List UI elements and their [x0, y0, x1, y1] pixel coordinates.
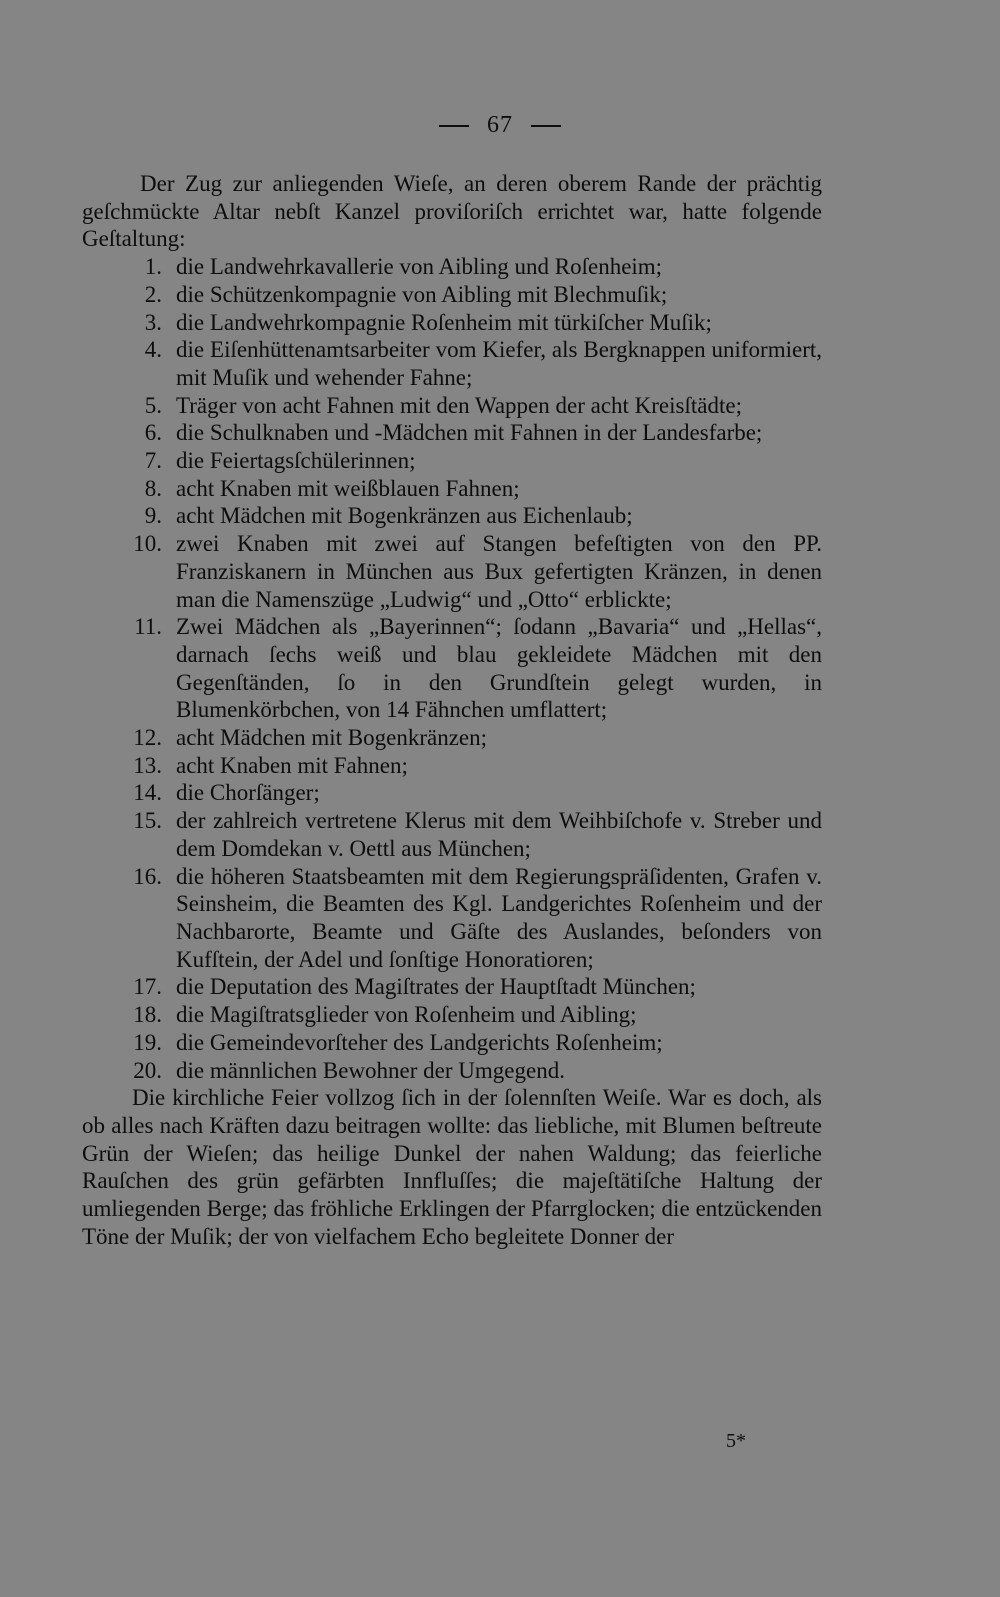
item-number: 8.	[144, 475, 162, 501]
list-item	[82, 1001, 822, 1029]
list-item	[82, 752, 822, 780]
signature-mark: 5*	[726, 1430, 746, 1452]
item-text: die Eiſenhüttenamtsarbeiter vom Kiefer, als Bergknappen uniformiert, mit Muſik und wehender Fahne;	[176, 337, 822, 390]
list-item	[82, 336, 822, 391]
item-number: 1.	[144, 254, 162, 280]
item-number: 12.	[133, 725, 162, 751]
procession-list	[82, 253, 822, 1084]
item-text: die männlichen Bewohner der Umgegend.	[176, 1057, 565, 1083]
item-number: 2.	[144, 281, 162, 307]
item-text: die Chorſänger;	[176, 780, 320, 806]
list-item	[82, 253, 822, 281]
item-number: 13.	[133, 752, 162, 778]
item-text: zwei Knaben mit zwei auf Stangen befeſtigten von den PP. Franziskanern in München aus Bux gefertigten Kränzen, in denen man die Namenszüge „Ludwig“ und „Otto“ erblickte;	[176, 531, 822, 612]
item-number: 4.	[144, 337, 162, 363]
header-dash-left	[439, 125, 469, 127]
list-item	[82, 309, 822, 337]
item-number: 14.	[133, 780, 162, 806]
item-number: 10.	[133, 531, 162, 557]
item-text: die Gemeindevorſteher des Landgerichts Roſenheim;	[176, 1029, 663, 1055]
list-item	[82, 281, 822, 309]
page-number: 67	[487, 112, 513, 138]
item-number: 11.	[134, 614, 162, 640]
list-item	[82, 973, 822, 1001]
list-item	[82, 1029, 822, 1057]
closing-paragraph: Die kirchliche Feier vollzog ſich in der ſolennſten Weiſe. War es doch, als ob alles nach Kräften dazu beitragen wollte: das liebliche, mit Blumen beſtreute Grün der Wieſen; das heilige Dunkel der nahen Waldung; das feierliche Rauſchen des grün gefärbten Innfluſſes; die majeſtätiſche Haltung der umliegenden Berge; das fröhliche Erklingen der Pfarrglocken; die entzückenden Töne der Muſik; der von vielfachem Echo begleitete Donner der	[82, 1085, 822, 1249]
item-number: 9.	[144, 503, 162, 529]
list-item	[82, 530, 822, 613]
item-number: 20.	[133, 1057, 162, 1083]
list-item	[82, 613, 822, 724]
header-dash-right	[531, 125, 561, 127]
item-text: acht Mädchen mit Bogenkränzen;	[176, 725, 488, 751]
list-item	[82, 1057, 822, 1085]
item-text: der zahlreich vertretene Klerus mit dem Weihbiſchofe v. Streber und dem Domdekan v. Oettl aus München;	[176, 808, 822, 861]
item-text: acht Knaben mit Fahnen;	[176, 752, 408, 778]
item-number: 3.	[144, 309, 162, 335]
item-number: 17.	[133, 974, 162, 1000]
list-item	[82, 724, 822, 752]
item-number: 15.	[133, 808, 162, 834]
page-body	[82, 170, 822, 1250]
list-item	[82, 502, 822, 530]
item-text: Zwei Mädchen als „Bayerinnen“; ſodann „Bavaria“ und „Hellas“, darnach ſechs weiß und blau gekleidete Mädchen mit den Gegenſtänden, ſo in den Grundſtein gelegt wurden, in Blumenkörbchen, von 14 Fähnchen umflattert;	[176, 614, 822, 723]
list-item	[82, 419, 822, 447]
item-number: 16.	[133, 863, 162, 889]
item-text: acht Knaben mit weißblauen Fahnen;	[176, 475, 520, 501]
item-text: die Landwehrkavallerie von Aibling und Roſenheim;	[176, 254, 663, 280]
item-text: die Deputation des Magiſtrates der Hauptſtadt München;	[176, 974, 696, 1000]
item-text: die Landwehrkompagnie Roſenheim mit türkiſcher Muſik;	[176, 309, 712, 335]
page-header	[0, 112, 1000, 139]
item-number: 5.	[144, 392, 162, 418]
list-item	[82, 475, 822, 503]
item-text: die höheren Staatsbeamten mit dem Regierungspräſidenten, Grafen v. Seinsheim, die Beamten des Kgl. Landgerichtes Roſenheim und der Nachbarorte, Beamte und Gäſte des Auslandes, beſonders von Kufſtein, der Adel und ſonſtige Honoratioren;	[176, 863, 822, 972]
item-text: die Schützenkompagnie von Aibling mit Blechmuſik;	[176, 281, 668, 307]
item-text: Träger von acht Fahnen mit den Wappen der acht Kreisſtädte;	[176, 392, 742, 418]
item-text: die Magiſtratsglieder von Roſenheim und Aibling;	[176, 1002, 637, 1028]
list-item	[82, 447, 822, 475]
item-text: acht Mädchen mit Bogenkränzen aus Eichenlaub;	[176, 503, 633, 529]
item-text: die Schulknaben und -Mädchen mit Fahnen in der Landesfarbe;	[176, 420, 763, 446]
item-number: 18.	[133, 1002, 162, 1028]
item-number: 7.	[144, 448, 162, 474]
intro-paragraph: Der Zug zur anliegenden Wieſe, an deren oberem Rande der prächtig geſchmückte Altar nebſt Kanzel proviſoriſch errichtet war, hatte folgende Geſtaltung:	[82, 171, 822, 252]
item-text: die Feiertagsſchülerinnen;	[176, 448, 416, 474]
list-item	[82, 392, 822, 420]
list-item	[82, 863, 822, 974]
item-number: 19.	[133, 1029, 162, 1055]
list-item	[82, 807, 822, 862]
item-number: 6.	[144, 420, 162, 446]
list-item	[82, 779, 822, 807]
